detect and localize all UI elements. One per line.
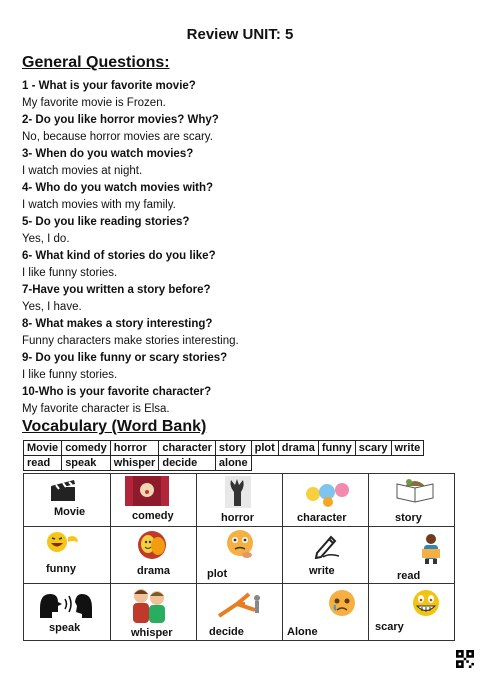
word-cell: plot (251, 441, 278, 456)
child-reading-icon (419, 533, 445, 565)
question: 7-Have you written a story before? (22, 284, 211, 296)
word-cell: comedy (62, 441, 111, 456)
picture-label: whisper (131, 627, 173, 639)
answer: I like funny stories. (22, 369, 118, 381)
comedy-stage-icon (125, 476, 169, 506)
word-cell: scary (355, 441, 391, 456)
qr-code-icon (456, 650, 474, 668)
answer: Yes, I have. (22, 301, 82, 313)
question: 8- What makes a story interesting? (22, 318, 213, 330)
answer: Funny characters make stories interesting. (22, 335, 239, 347)
word-bank-row (24, 456, 424, 471)
word-cell: character (159, 441, 216, 456)
question: 10-Who is your favorite character? (22, 386, 212, 398)
question: 3- When do you watch movies? (22, 148, 194, 160)
word-cell: funny (318, 441, 355, 456)
picture-label: scary (375, 621, 404, 633)
picture-card-alone (282, 583, 369, 641)
question: 2- Do you like horror movies? Why? (22, 114, 219, 126)
question: 4- Who do you watch movies with? (22, 182, 214, 194)
picture-card-write (282, 526, 369, 584)
picture-card-plot (196, 526, 283, 584)
empty-cell (251, 456, 424, 471)
picture-card-movie (23, 473, 111, 527)
picture-card-character (282, 473, 369, 527)
question: 5- Do you like reading stories? (22, 216, 190, 228)
picture-label: plot (207, 568, 228, 580)
picture-label: drama (137, 565, 171, 577)
page-title: Review UNIT: 5 (186, 26, 294, 43)
word-cell: read (24, 456, 62, 471)
word-cell: story (215, 441, 251, 456)
picture-card-read (368, 526, 455, 584)
word-cell: speak (62, 456, 111, 471)
question: 1 - What is your favorite movie? (22, 80, 196, 92)
picture-card-decide (196, 583, 283, 641)
word-cell: alone (215, 456, 251, 471)
question-list (22, 78, 462, 418)
question: 9- Do you like funny or scary stories? (22, 352, 228, 364)
word-bank-row (24, 441, 424, 456)
scary-grin-icon (411, 588, 441, 618)
word-cell: drama (278, 441, 318, 456)
picture-label: read (397, 570, 421, 582)
drama-masks-icon (137, 530, 169, 560)
answer: My favorite movie is Frozen. (22, 97, 166, 109)
characters-icon (303, 478, 353, 508)
picture-label: horror (221, 512, 254, 524)
laughing-emoji-icon (46, 531, 80, 553)
answer: No, because horror movies are scary. (22, 131, 213, 143)
picture-label: comedy (132, 510, 174, 522)
sad-emoji-icon (327, 588, 357, 618)
answer: I watch movies at night. (22, 165, 143, 177)
picture-label: write (309, 565, 335, 577)
speak-listen-icon (38, 588, 94, 620)
picture-label: story (395, 512, 422, 524)
picture-card-whisper (110, 583, 197, 641)
thinking-emoji-icon (225, 527, 255, 561)
picture-card-comedy (110, 473, 197, 527)
picture-label: Movie (54, 506, 86, 518)
word-cell: Movie (24, 441, 62, 456)
picture-card-drama (110, 526, 197, 584)
picture-grid (23, 473, 455, 641)
answer: My favorite character is Elsa. (22, 403, 170, 415)
picture-label: character (297, 512, 347, 524)
picture-card-speak (23, 583, 111, 641)
whisper-icon (127, 586, 171, 624)
storybook-icon (395, 476, 435, 506)
answer: Yes, I do. (22, 233, 70, 245)
word-cell: whisper (110, 456, 159, 471)
word-cell: write (391, 441, 424, 456)
general-questions-heading: General Questions: (22, 54, 170, 71)
answer: I watch movies with my family. (22, 199, 176, 211)
word-cell: horror (110, 441, 159, 456)
picture-card-horror (196, 473, 283, 527)
picture-label: funny (46, 563, 76, 575)
picture-card-story (368, 473, 455, 527)
picture-label: decide (209, 626, 244, 638)
word-cell: decide (159, 456, 216, 471)
pen-writing-icon (313, 531, 341, 559)
word-bank-table (23, 440, 424, 471)
clapperboard-icon (50, 478, 76, 502)
vocabulary-heading: Vocabulary (Word Bank) (22, 418, 207, 435)
question: 6- What kind of stories do you like? (22, 250, 216, 262)
picture-card-scary (368, 583, 455, 641)
horror-shadow-icon (225, 476, 251, 508)
picture-card-funny (23, 526, 111, 584)
answer: I like funny stories. (22, 267, 118, 279)
picture-label: Alone (287, 626, 318, 638)
crossroads-arrows-icon (215, 590, 265, 620)
picture-label: speak (49, 622, 81, 634)
